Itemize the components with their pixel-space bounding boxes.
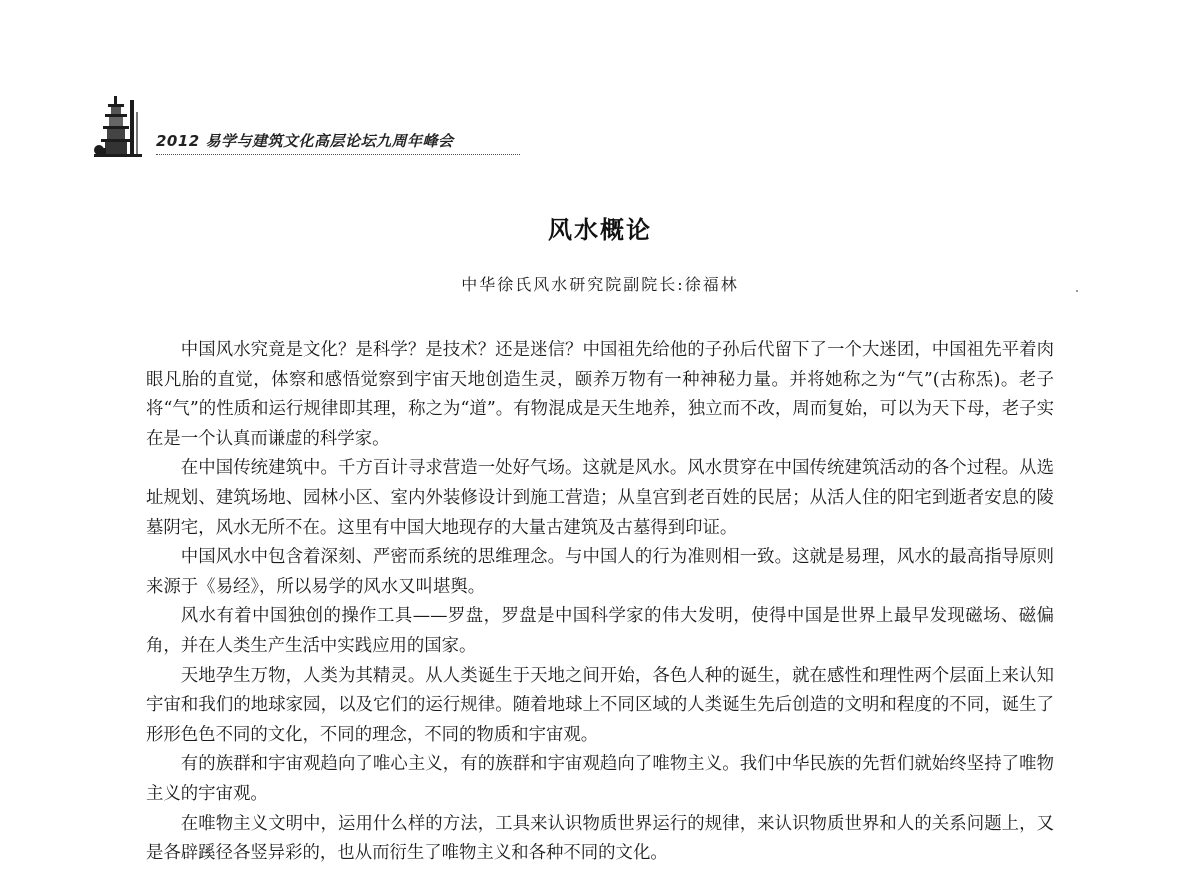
paragraph-4: 风水有着中国独创的操作工具——罗盘，罗盘是中国科学家的伟大发明，使得中国是世界上最早发现磁场、磁偏角，并在人类生产生活中实践应用的国家。 xyxy=(146,606,1054,656)
scan-speck xyxy=(1076,290,1078,292)
header-divider xyxy=(156,154,520,155)
paragraph-1: 中国风水究竟是文化？是科学？是技术？还是迷信？中国祖先给他的子孙后代留下了一个大迷团，中国祖先平着肉眼凡胎的直觉，体察和感悟觉察到宇宙天地创造生灵，颐养万物有一种神秘力量。并将她称之为“气”(古称炁)。老子将“气”的性质和运行规律即其理，称之为“道”。有物混成是天生地养，独立而不改，周而复始，可以为天下母，老子实在是一个认真而谦虚的科学家。 xyxy=(146,340,1054,449)
running-header xyxy=(90,92,520,158)
article-author: 中华徐氏风水研究院副院长:徐福林 xyxy=(461,275,739,294)
article-body xyxy=(146,336,1054,869)
paragraph-5: 天地孕生万物，人类为其精灵。从人类诞生于天地之间开始，各色人种的诞生，就在感性和理性两个层面上来认知宇宙和我们的地球家园，以及它们的运行规律。随着地球上不同区域的人类诞生先后创造的文明和程度的不同，诞生了形形色色不同的文化，不同的理念，不同的物质和宇宙观。 xyxy=(146,665,1054,745)
paragraph-6: 有的族群和宇宙观趋向了唯心主义，有的族群和宇宙观趋向了唯物主义。我们中华民族的先哲们就始终坚持了唯物主义的宇宙观。 xyxy=(146,754,1054,804)
pagoda-logo-icon xyxy=(90,92,148,158)
paragraph-7: 在唯物主义文明中，运用什么样的方法，工具来认识物质世界运行的规律，来认识物质世界和人的关系问题上，又是各辟蹊径各竖异彩的，也从而衍生了唯物主义和各种不同的文化。 xyxy=(146,813,1054,864)
paragraph-2: 在中国传统建筑中。千方百计寻求营造一处好气场。这就是风水。风水贯穿在中国传统建筑活动的各个过程。从选址规划、建筑场地、园林小区、室内外装修设计到施工营造；从皇宫到老百姓的民居；从活人住的阳宅到逝者安息的陵墓阴宅，风水无所不在。这里有中国大地现存的大量古建筑及古墓得到印证。 xyxy=(146,458,1054,538)
paragraph-3: 中国风水中包含着深刻、严密而系统的思维理念。与中国人的行为准则相一致。这就是易理，风水的最高指导原则来源于《易经》，所以易学的风水又叫堪舆。 xyxy=(146,547,1054,597)
header-title: 2012 易学与建筑文化高层论坛九周年峰会 xyxy=(156,132,454,150)
article-title: 风水概论 xyxy=(548,215,652,244)
